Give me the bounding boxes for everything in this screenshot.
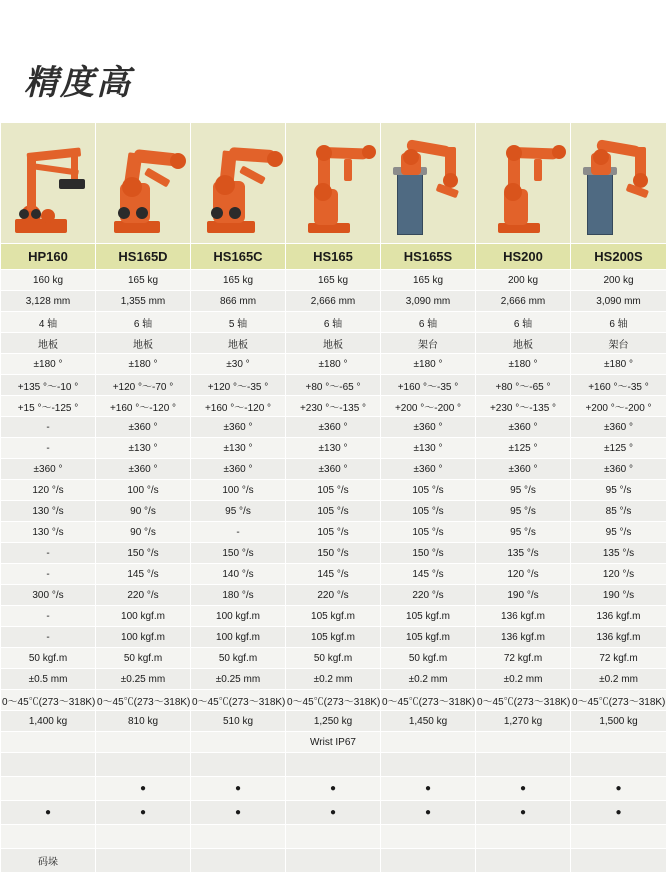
cell: 100 °/s	[191, 480, 286, 501]
cell: ●	[1, 801, 96, 825]
cell: +160 °～-120 °	[96, 396, 191, 417]
model-header-1: HS165D	[96, 244, 191, 270]
cell: 4 轴	[1, 312, 96, 333]
cell: 105 kgf.m	[286, 627, 381, 648]
cell: 136 kgf.m	[571, 606, 667, 627]
cell: ●	[571, 801, 667, 825]
cell: ±360 °	[476, 459, 571, 480]
cell: ±125 °	[571, 438, 667, 459]
cell: ±360 °	[571, 417, 667, 438]
cell: ±130 °	[286, 438, 381, 459]
table-row	[1, 825, 667, 849]
cell: -	[191, 522, 286, 543]
cell: ●	[191, 777, 286, 801]
table-row	[1, 732, 667, 753]
cell: ±360 °	[571, 459, 667, 480]
cell: 165 kg	[191, 270, 286, 291]
cell: 190 °/s	[571, 585, 667, 606]
cell: -	[1, 543, 96, 564]
cell: 105 °/s	[381, 480, 476, 501]
cell: ±360 °	[286, 417, 381, 438]
cell: +80 °～-65 °	[476, 375, 571, 396]
cell: 140 °/s	[191, 564, 286, 585]
cell	[381, 825, 476, 849]
cell: 136 kgf.m	[476, 627, 571, 648]
cell: 6 轴	[476, 312, 571, 333]
table-row	[1, 522, 667, 543]
cell: 120 °/s	[476, 564, 571, 585]
cell: 地板	[476, 333, 571, 354]
cell	[571, 849, 667, 873]
cell: 85 °/s	[571, 501, 667, 522]
cell: 地板	[286, 333, 381, 354]
cell: ±360 °	[286, 459, 381, 480]
robot-image-hs165d	[96, 123, 191, 244]
cell: ±360 °	[381, 417, 476, 438]
cell	[191, 849, 286, 873]
cell: 0～45℃(273～318K)	[1, 690, 96, 711]
table-row	[1, 438, 667, 459]
cell: +230 °～-135 °	[476, 396, 571, 417]
cell: ●	[381, 777, 476, 801]
robot-image-row	[1, 123, 667, 244]
cell: ±0.2 mm	[286, 669, 381, 690]
table-row	[1, 396, 667, 417]
cell: ●	[381, 801, 476, 825]
cell	[381, 732, 476, 753]
cell: +200 °～-200 °	[571, 396, 667, 417]
cell: 150 °/s	[96, 543, 191, 564]
table-row	[1, 543, 667, 564]
cell: ±0.25 mm	[191, 669, 286, 690]
model-header-6: HS200S	[571, 244, 667, 270]
cell: 0～45℃(273～318K)	[96, 690, 191, 711]
cell: 810 kg	[96, 711, 191, 732]
cell: 105 °/s	[381, 501, 476, 522]
cell: ●	[571, 777, 667, 801]
cell	[286, 849, 381, 873]
cell: 6 轴	[286, 312, 381, 333]
cell: 地板	[1, 333, 96, 354]
cell: 5 轴	[191, 312, 286, 333]
cell: 95 °/s	[476, 522, 571, 543]
cell: 0～45℃(273～318K)	[286, 690, 381, 711]
table-row	[1, 669, 667, 690]
cell: Wrist IP67	[286, 732, 381, 753]
cell: 145 °/s	[286, 564, 381, 585]
cell: ±30 °	[191, 354, 286, 375]
cell: 1,450 kg	[381, 711, 476, 732]
cell: +135 °～-10 °	[1, 375, 96, 396]
cell: 100 kgf.m	[191, 627, 286, 648]
cell: +160 °～-35 °	[381, 375, 476, 396]
cell: ±130 °	[381, 438, 476, 459]
cell	[96, 753, 191, 777]
cell: 180 °/s	[191, 585, 286, 606]
cell: +120 °～-70 °	[96, 375, 191, 396]
cell: 120 °/s	[1, 480, 96, 501]
table-row	[1, 501, 667, 522]
cell: 6 轴	[96, 312, 191, 333]
cell: 165 kg	[381, 270, 476, 291]
cell: ±180 °	[96, 354, 191, 375]
cell: -	[1, 438, 96, 459]
cell: 220 °/s	[96, 585, 191, 606]
cell: 0～45℃(273～318K)	[381, 690, 476, 711]
cell: 50 kgf.m	[286, 648, 381, 669]
cell: ±130 °	[96, 438, 191, 459]
cell: -	[1, 417, 96, 438]
cell: ±0.5 mm	[1, 669, 96, 690]
cell: 100 kgf.m	[96, 627, 191, 648]
cell: ±0.2 mm	[381, 669, 476, 690]
cell: 150 °/s	[191, 543, 286, 564]
cell	[476, 849, 571, 873]
page-title: 精度高	[24, 65, 132, 102]
cell: -	[1, 606, 96, 627]
cell: 136 kgf.m	[476, 606, 571, 627]
cell	[1, 732, 96, 753]
cell: 架台	[381, 333, 476, 354]
cell: 160 kg	[1, 270, 96, 291]
cell: 72 kgf.m	[571, 648, 667, 669]
cell: 1,250 kg	[286, 711, 381, 732]
cell: +160 °～-35 °	[571, 375, 667, 396]
cell: 510 kg	[191, 711, 286, 732]
robot-image-hs200s	[571, 123, 667, 244]
cell: ±180 °	[381, 354, 476, 375]
cell: 0～45℃(273～318K)	[476, 690, 571, 711]
table-row	[1, 270, 667, 291]
table-row	[1, 711, 667, 732]
cell: 220 °/s	[381, 585, 476, 606]
cell	[571, 753, 667, 777]
cell: 0～45℃(273～318K)	[571, 690, 667, 711]
cell	[96, 849, 191, 873]
cell: +230 °～-135 °	[286, 396, 381, 417]
cell: 1,400 kg	[1, 711, 96, 732]
cell: 100 kgf.m	[96, 606, 191, 627]
cell: 6 轴	[381, 312, 476, 333]
cell: ±180 °	[571, 354, 667, 375]
cell: +120 °～-35 °	[191, 375, 286, 396]
cell: ●	[96, 777, 191, 801]
cell: 地板	[191, 333, 286, 354]
cell: 120 °/s	[571, 564, 667, 585]
cell: ±360 °	[476, 417, 571, 438]
table-row	[1, 606, 667, 627]
cell: 1,355 mm	[96, 291, 191, 312]
cell: 105 °/s	[381, 522, 476, 543]
cell: ●	[286, 777, 381, 801]
robot-image-hs200	[476, 123, 571, 244]
cell: ±360 °	[96, 459, 191, 480]
cell: 130 °/s	[1, 522, 96, 543]
cell: 145 °/s	[381, 564, 476, 585]
cell: ±360 °	[1, 459, 96, 480]
cell: ±130 °	[191, 438, 286, 459]
table-row	[1, 459, 667, 480]
specification-table	[0, 122, 667, 873]
cell	[191, 732, 286, 753]
table-row	[1, 690, 667, 711]
cell: 200 kg	[571, 270, 667, 291]
robot-image-hs165s	[381, 123, 476, 244]
cell: 165 kg	[96, 270, 191, 291]
cell: ±125 °	[476, 438, 571, 459]
robot-image-hs165c	[191, 123, 286, 244]
cell	[476, 753, 571, 777]
table-row	[1, 291, 667, 312]
cell: 地板	[96, 333, 191, 354]
table-row	[1, 648, 667, 669]
cell	[286, 753, 381, 777]
cell: 50 kgf.m	[96, 648, 191, 669]
cell	[381, 849, 476, 873]
cell: +200 °～-200 °	[381, 396, 476, 417]
model-header-0: HP160	[1, 244, 96, 270]
cell	[96, 732, 191, 753]
cell: 1,270 kg	[476, 711, 571, 732]
cell: 136 kgf.m	[571, 627, 667, 648]
cell: +160 °～-120 °	[191, 396, 286, 417]
model-header-row	[1, 244, 667, 270]
table-row	[1, 585, 667, 606]
cell: 100 °/s	[96, 480, 191, 501]
cell: ●	[191, 801, 286, 825]
cell: 190 °/s	[476, 585, 571, 606]
cell: 150 °/s	[286, 543, 381, 564]
table-row	[1, 312, 667, 333]
cell: ±0.2 mm	[571, 669, 667, 690]
table-row	[1, 564, 667, 585]
cell: 866 mm	[191, 291, 286, 312]
cell: 72 kgf.m	[476, 648, 571, 669]
table-row	[1, 627, 667, 648]
cell: 1,500 kg	[571, 711, 667, 732]
table-row	[1, 753, 667, 777]
cell	[191, 753, 286, 777]
cell	[191, 825, 286, 849]
robot-image-hs165	[286, 123, 381, 244]
model-header-4: HS165S	[381, 244, 476, 270]
table-row	[1, 375, 667, 396]
cell: ±180 °	[286, 354, 381, 375]
cell: 130 °/s	[1, 501, 96, 522]
cell: 105 °/s	[286, 522, 381, 543]
robot-image-hp160	[1, 123, 96, 244]
cell: 105 kgf.m	[381, 606, 476, 627]
cell: 2,666 mm	[286, 291, 381, 312]
cell: 6 轴	[571, 312, 667, 333]
cell: 135 °/s	[571, 543, 667, 564]
model-header-3: HS165	[286, 244, 381, 270]
cell: 105 kgf.m	[381, 627, 476, 648]
cell: ±360 °	[381, 459, 476, 480]
cell: -	[1, 627, 96, 648]
cell: 220 °/s	[286, 585, 381, 606]
cell: ±0.25 mm	[96, 669, 191, 690]
cell: 200 kg	[476, 270, 571, 291]
cell	[476, 825, 571, 849]
cell: 3,128 mm	[1, 291, 96, 312]
cell: ±360 °	[96, 417, 191, 438]
cell	[286, 825, 381, 849]
table-row	[1, 849, 667, 873]
model-header-5: HS200	[476, 244, 571, 270]
cell: 0～45℃(273～318K)	[191, 690, 286, 711]
table-row	[1, 801, 667, 825]
cell: 2,666 mm	[476, 291, 571, 312]
cell: 3,090 mm	[571, 291, 667, 312]
cell: 码垛	[1, 849, 96, 873]
cell: 50 kgf.m	[191, 648, 286, 669]
cell: +15 °～-125 °	[1, 396, 96, 417]
cell: ●	[476, 777, 571, 801]
cell: ±360 °	[191, 459, 286, 480]
cell: +80 °～-65 °	[286, 375, 381, 396]
cell: 95 °/s	[571, 480, 667, 501]
cell	[476, 732, 571, 753]
cell: 165 kg	[286, 270, 381, 291]
cell: 架台	[571, 333, 667, 354]
cell: 135 °/s	[476, 543, 571, 564]
cell: 95 °/s	[571, 522, 667, 543]
cell: 3,090 mm	[381, 291, 476, 312]
cell: ±180 °	[476, 354, 571, 375]
cell: 95 °/s	[191, 501, 286, 522]
cell: 105 °/s	[286, 480, 381, 501]
cell: 150 °/s	[381, 543, 476, 564]
cell: 100 kgf.m	[191, 606, 286, 627]
cell: 105 kgf.m	[286, 606, 381, 627]
cell: 95 °/s	[476, 501, 571, 522]
cell: 300 °/s	[1, 585, 96, 606]
cell: ●	[476, 801, 571, 825]
cell: 105 °/s	[286, 501, 381, 522]
cell: ±360 °	[191, 417, 286, 438]
cell: 50 kgf.m	[381, 648, 476, 669]
cell: ±180 °	[1, 354, 96, 375]
cell: ●	[96, 801, 191, 825]
cell: 90 °/s	[96, 501, 191, 522]
cell	[1, 825, 96, 849]
cell: 90 °/s	[96, 522, 191, 543]
model-header-2: HS165C	[191, 244, 286, 270]
table-row	[1, 354, 667, 375]
cell	[1, 753, 96, 777]
cell: -	[1, 564, 96, 585]
cell: ±0.2 mm	[476, 669, 571, 690]
table-row	[1, 333, 667, 354]
table-row	[1, 417, 667, 438]
cell: 95 °/s	[476, 480, 571, 501]
cell	[96, 825, 191, 849]
cell: 50 kgf.m	[1, 648, 96, 669]
cell: ●	[286, 801, 381, 825]
table-row	[1, 777, 667, 801]
cell: 145 °/s	[96, 564, 191, 585]
cell	[1, 777, 96, 801]
spec-table-wrapper	[0, 122, 666, 873]
cell	[571, 732, 667, 753]
cell	[381, 753, 476, 777]
table-row	[1, 480, 667, 501]
cell	[571, 825, 667, 849]
